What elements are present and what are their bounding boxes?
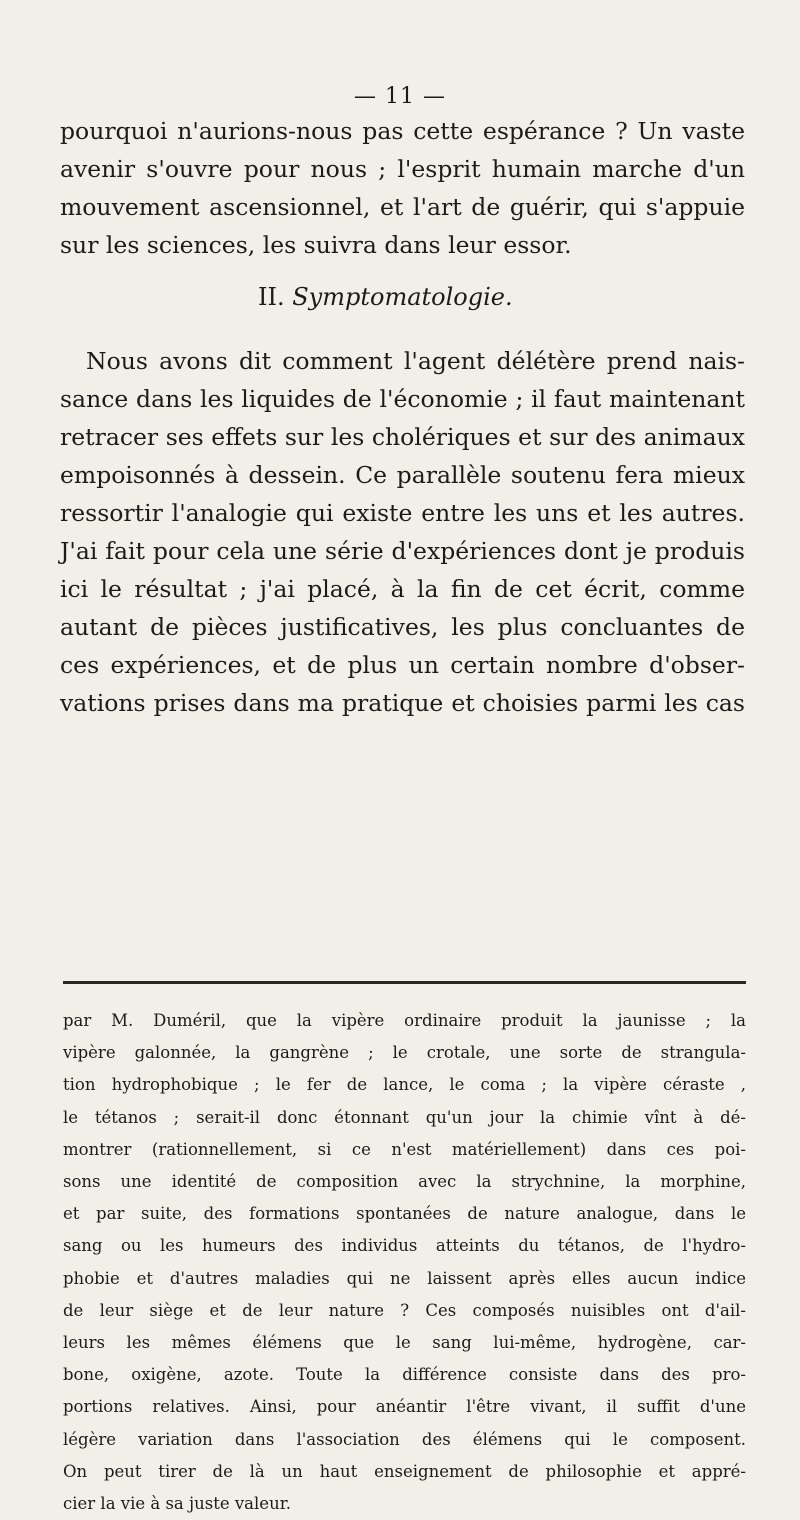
text-line: autant de pièces justificatives, les plus concluantes de xyxy=(60,613,745,641)
footnote-line: le tétanos ; serait-il donc étonnant qu'un jour la chimie vînt à dé- xyxy=(63,1107,746,1127)
section-number: II. xyxy=(258,283,285,311)
footnote-line: montrer (rationnellement, si ce n'est matériellement) dans ces poi- xyxy=(63,1139,746,1159)
paragraph-1 xyxy=(60,112,745,264)
footnote-line: tion hydrophobique ; le fer de lance, le coma ; la vipère céraste , xyxy=(63,1075,746,1095)
text-line: mouvement ascensionnel, et l'art de guérir, qui s'appuie xyxy=(60,193,745,221)
section-title: Symptomatologie. xyxy=(292,283,513,311)
text-line: avenir s'ouvre pour nous ; l'esprit humain marche d'un xyxy=(60,155,745,183)
footnote-line: de leur siège et de leur nature ? Ces composés nuisibles ont d'ail- xyxy=(63,1300,746,1320)
footnote-line: sons une identité de composition avec la strychnine, la morphine, xyxy=(63,1172,746,1192)
text-line: J'ai fait pour cela une série d'expériences dont je produis xyxy=(60,537,745,565)
footnote-line: phobie et d'autres maladies qui ne laissent après elles aucun indice xyxy=(63,1268,746,1288)
footnote-line: légère variation dans l'association des élémens qui le composent. xyxy=(63,1429,746,1449)
text-line: sance dans les liquides de l'économie ; il faut maintenant xyxy=(60,385,745,413)
text-line: vations prises dans ma pratique et choisies parmi les cas xyxy=(60,689,745,717)
footnote-line: vipère galonnée, la gangrène ; le crotale, une sorte de strangula- xyxy=(63,1043,746,1063)
footnote-line: par M. Duméril, que la vipère ordinaire produit la jaunisse ; la xyxy=(63,1011,746,1030)
text-line: Nous avons dit comment l'agent délétère prend nais- xyxy=(86,347,745,375)
text-line: sur les sciences, les suivra dans leur essor. xyxy=(60,231,572,259)
text-line: ressortir l'analogie qui existe entre les uns et les autres. xyxy=(60,499,745,527)
footnote-line: et par suite, des formations spontanées de nature analogue, dans le xyxy=(63,1204,746,1224)
section-heading xyxy=(258,283,513,311)
paragraph-2 xyxy=(60,342,745,722)
footnote-separator xyxy=(63,981,746,984)
text-line: pourquoi n'aurions-nous pas cette espérance ? Un vaste xyxy=(60,117,745,145)
footnote-line: On peut tirer de là un haut enseignement de philosophie et appré- xyxy=(63,1461,746,1481)
footnote xyxy=(63,1005,746,1520)
text-line: empoisonnés à dessein. Ce parallèle soutenu fera mieux xyxy=(60,461,745,489)
text-line: ces expériences, et de plus un certain nombre d'obser- xyxy=(60,651,745,679)
footnote-line: portions relatives. Ainsi, pour anéantir l'être vivant, il suffit d'une xyxy=(63,1397,746,1417)
text-line: retracer ses effets sur les cholériques et sur des animaux xyxy=(60,423,745,451)
page-number: — 11 — xyxy=(354,84,446,109)
footnote-line: sang ou les humeurs des individus atteints du tétanos, de l'hydro- xyxy=(63,1236,746,1256)
footnote-line: cier la vie à sa juste valeur. xyxy=(63,1494,292,1514)
text-line: ici le résultat ; j'ai placé, à la fin de cet écrit, comme xyxy=(60,575,745,603)
footnote-line: bone, oxigène, azote. Toute la différence consiste dans des pro- xyxy=(63,1365,746,1385)
footnote-line: leurs les mêmes élémens que le sang lui-même, hydrogène, car- xyxy=(63,1333,746,1353)
